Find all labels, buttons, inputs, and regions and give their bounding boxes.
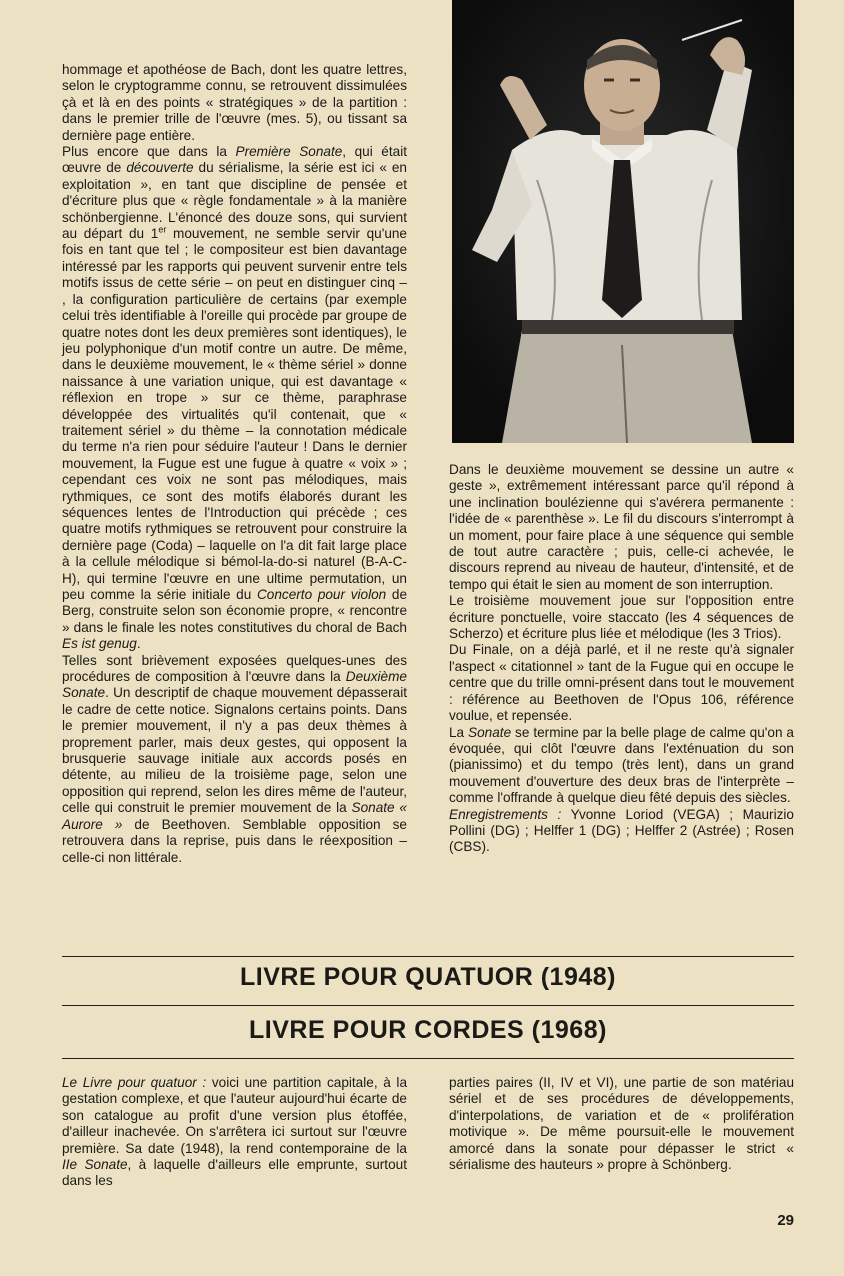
bottom-right-column — [449, 1075, 794, 1173]
page-number: 29 — [777, 1212, 794, 1229]
divider — [62, 1005, 794, 1006]
conductor-photo — [452, 0, 794, 443]
section-heading: LIVRE POUR QUATUOR (1948) — [240, 963, 616, 991]
right-text-column — [449, 462, 794, 856]
divider — [62, 956, 794, 957]
paragraph: Telles sont brièvement exposées quelques-unes des procédures de composition à l'œuvre dans la Deuxième Sonate. Un descriptif de chaque mouvement dépasserait le cadre de cette notice. Signalons certains points. Dans le premier mouvement, il n'y a pas deux thèmes à proprement parler, mais deux gestes, qui opposent la brusquerie sauvage initiale aux accords posés en détente, au milieu de la troisième page, selon une opposition qui reprend, selon les dires même de l'auteur, celle qui construit le premier mouvement de la Sonate « Aurore » de Beethoven. Semblable opposition se retrouvera dans la reprise, puis dans le réexposition – celle-ci non littérale. — [62, 652, 407, 865]
paragraph: Le Livre pour quatuor : voici une partition capitale, à la gestation complexe, et que l'auteur aujourd'hui écarte de son catalogue au profit d'une version plus étoffée, d'ailleur inachevée. On s'arrêtera ici surtout sur l'œuvre première. Sa date (1948), la rend contemporaine de la IIe Sonate, à laquelle d'ailleurs elle emprunte, surtout dans les — [62, 1075, 407, 1189]
paragraph: Du Finale, on a déjà parlé, et il ne reste qu'à signaler l'aspect « citationnel » tant de la Fugue qui en occupe le centre que du trille omni-présent dans tout le mouvement : référence au Beethoven de l'Opus 106, référence voulue, et repensée. — [449, 642, 794, 724]
paragraph: Le troisième mouvement joue sur l'opposition entre écriture ponctuelle, voire staccato (les 4 séquences de Scherzo) et écriture plus liée et mélodique (les 3 Trios). — [449, 593, 794, 642]
paragraph: Plus encore que dans la Première Sonate, qui était œuvre de découverte du sérialisme, la série est ici « en exploitation », en tant que discipline de pensée et d'écriture plus que « règle fondamentale » à la manière schönbergienne. L'énoncé des douze sons, qui survient au départ du 1er mouvement, ne semble servir qu'une fois en tant que tel ; le compositeur est bien davantage intéressé par les rapports qui peuvent survenir entre tels motifs issus de cette série – on peut en distinguer cinq – , la configuration particulière de certains (par exemple celui très identifiable à l'oreille qui procède par groupe de quatre notes dont les deux premières sont identiques), le jeu polyphonique d'un motif contre un autre. De même, dans le deuxième mouvement, le « thème sériel » donne naissance à une variation unique, qui est davantage « réflexion en trope » sur ce thème, paraphrase développée des virtualités qu'il contenait, que « traitement sériel » du thème – la connotation médicale du terme n'a rien pour séduire l'auteur ! Dans le dernier mouvement, la Fugue est une fugue à quatre « voix » ; cependant ces voix ne sont pas mélodiques, mais rythmiques, ce sont des motifs élaborés durant les séquences lentes de l'Introduction qui précède ; ces quatre motifs rythmiques se retrouvent pour construire la dernière page (Coda) – laquelle on l'a dit fait large place à la cellule mélodique si bémol-la-do-si naturel (B-A-C-H), qui termine l'œuvre en une ultime permutation, un peu comme la série initiale du Concerto pour violon de Berg, construite selon son économie propre, « rencontre » dans le finale les notes constitutives du choral de Bach Es ist genug. — [62, 144, 408, 652]
paragraph: hommage et apothéose de Bach, dont les quatre lettres, selon le cryptogramme connu, se retrouvent dissimulées çà et là en des points « stratégiques » de la partition : dans le premier trille de l'œuvre (mes. 5), ou tissant sa dernière page entière. — [62, 62, 407, 143]
paragraph: Dans le deuxième mouvement se dessine un autre « geste », extrêmement intéressant parce qu'il répond à une inclination boulézienne qui s'avérera permanente : l'idée de « parenthèse ». Le fil du discours s'interrompt à un moment, pour faire place à une séquence qui semble de tout autre caractère ; puis, celle-ci achevée, le discours reprend au niveau de hauteur, d'intensité, et de tempo qui était le sien au moment de son interruption. — [449, 462, 794, 592]
left-text-column — [62, 62, 407, 866]
section-heading: LIVRE POUR CORDES (1968) — [249, 1016, 607, 1044]
paragraph: La Sonate se termine par la belle plage de calme qu'on a évoquée, qui clôt l'œuvre dans l'exténuation du son (pianissimo) et du tempo (très lent), dans un grand mouvement d'ouverture des deux bras de l'interprète – comme l'offrande à quelque dieu fêté depuis des siècles. — [449, 724, 794, 806]
paragraph: parties paires (II, IV et VI), une partie de son matériau sériel et de ses procédures de développements, d'interpolations, de variation et de « prolifération motivique ». De même poursuit-elle le mouvement amorcé dans la sonate pour dépasser le strict « sérialisme des hauteurs » propre à Schönberg. — [449, 1075, 794, 1173]
bottom-left-column — [62, 1075, 407, 1190]
divider — [62, 1058, 794, 1059]
recordings-list: Enregistrements : Yvonne Loriod (VEGA) ; Maurizio Pollini (DG) ; Helffer 1 (DG) ; Helffer 2 (Astrée) ; Rosen (CBS). — [449, 806, 794, 855]
